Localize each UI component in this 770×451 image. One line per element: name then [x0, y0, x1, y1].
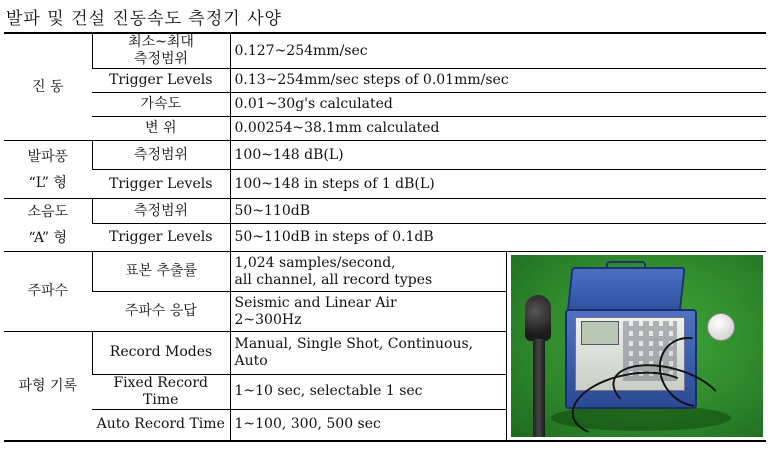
spec-table — [4, 32, 766, 442]
group-frequency: 주파수 — [4, 252, 92, 332]
seismograph-photo — [511, 255, 763, 437]
value-cell: 0.00254~38.1mm calculated — [230, 117, 766, 141]
param-fixed-record-time: Fixed Record Time — [92, 374, 230, 409]
value-cell: 0.01~30g's calculated — [230, 93, 766, 117]
value-cell: 1~10 sec, selectable 1 sec — [230, 374, 506, 409]
table-row — [4, 141, 766, 170]
param-record-modes: Record Modes — [92, 332, 230, 375]
value-cell: 100~148 in steps of 1 dB(L) — [230, 170, 766, 199]
value-line: all channel, all record types — [234, 271, 433, 288]
device-photo-cell — [506, 252, 766, 442]
microphone-stand-icon — [533, 339, 545, 437]
group-line: 발파풍 — [27, 148, 69, 165]
geophone-icon — [707, 313, 735, 341]
value-cell: 100~148 dB(L) — [230, 141, 766, 170]
param-measure-range — [92, 33, 230, 69]
value-cell: 0.13~254mm/sec steps of 0.01mm/sec — [230, 69, 766, 93]
value-cell — [230, 252, 506, 292]
value-line: Seismic and Linear Air — [234, 294, 397, 311]
value-line: Auto — [234, 352, 268, 369]
value-cell: 0.127~254mm/sec — [230, 33, 766, 69]
display-screen-icon — [581, 321, 619, 345]
table-row — [4, 117, 766, 141]
param-line: 최소~최대 — [128, 34, 194, 50]
table-row — [4, 33, 766, 69]
case-lid-icon — [566, 267, 685, 315]
table-row — [4, 93, 766, 117]
group-waveform: 파형 기록 — [4, 332, 92, 442]
param-measure-range: 측정범위 — [92, 141, 230, 170]
param-displacement: 변 위 — [92, 117, 230, 141]
param-auto-record-time: Auto Record Time — [92, 409, 230, 441]
param-trigger-levels: Trigger Levels — [92, 224, 230, 252]
group-blast — [4, 141, 92, 199]
table-row — [4, 199, 766, 224]
value-cell: 50~110dB — [230, 199, 766, 224]
value-cell: 1~100, 300, 500 sec — [230, 409, 506, 441]
value-line: 1,024 samples/second, — [234, 254, 396, 271]
param-trigger-levels: Trigger Levels — [92, 170, 230, 199]
param-line: 측정범위 — [133, 51, 189, 67]
table-row — [4, 170, 766, 199]
group-vibration: 진 동 — [4, 33, 92, 141]
param-frequency-response: 주파수 응답 — [92, 292, 230, 332]
group-noise — [4, 199, 92, 252]
value-cell — [230, 292, 506, 332]
value-line: 2~300Hz — [234, 311, 302, 328]
param-acceleration: 가속도 — [92, 93, 230, 117]
table-row — [4, 69, 766, 93]
param-sample-rate: 표본 추출률 — [92, 252, 230, 292]
value-cell — [230, 332, 506, 375]
table-row — [4, 224, 766, 252]
value-line: Manual, Single Shot, Continuous, — [234, 335, 474, 352]
param-trigger-levels: Trigger Levels — [92, 69, 230, 93]
table-row — [4, 252, 766, 292]
group-line: “A” 형 — [28, 230, 68, 246]
page-title: 발파 및 건설 진동속도 측정기 사양 — [6, 9, 282, 29]
value-cell: 50~110dB in steps of 0.1dB — [230, 224, 766, 252]
param-measure-range: 측정범위 — [92, 199, 230, 224]
group-line: 소음도 — [27, 204, 69, 220]
microphone-icon — [525, 295, 551, 341]
group-line: “L” 형 — [28, 174, 67, 191]
